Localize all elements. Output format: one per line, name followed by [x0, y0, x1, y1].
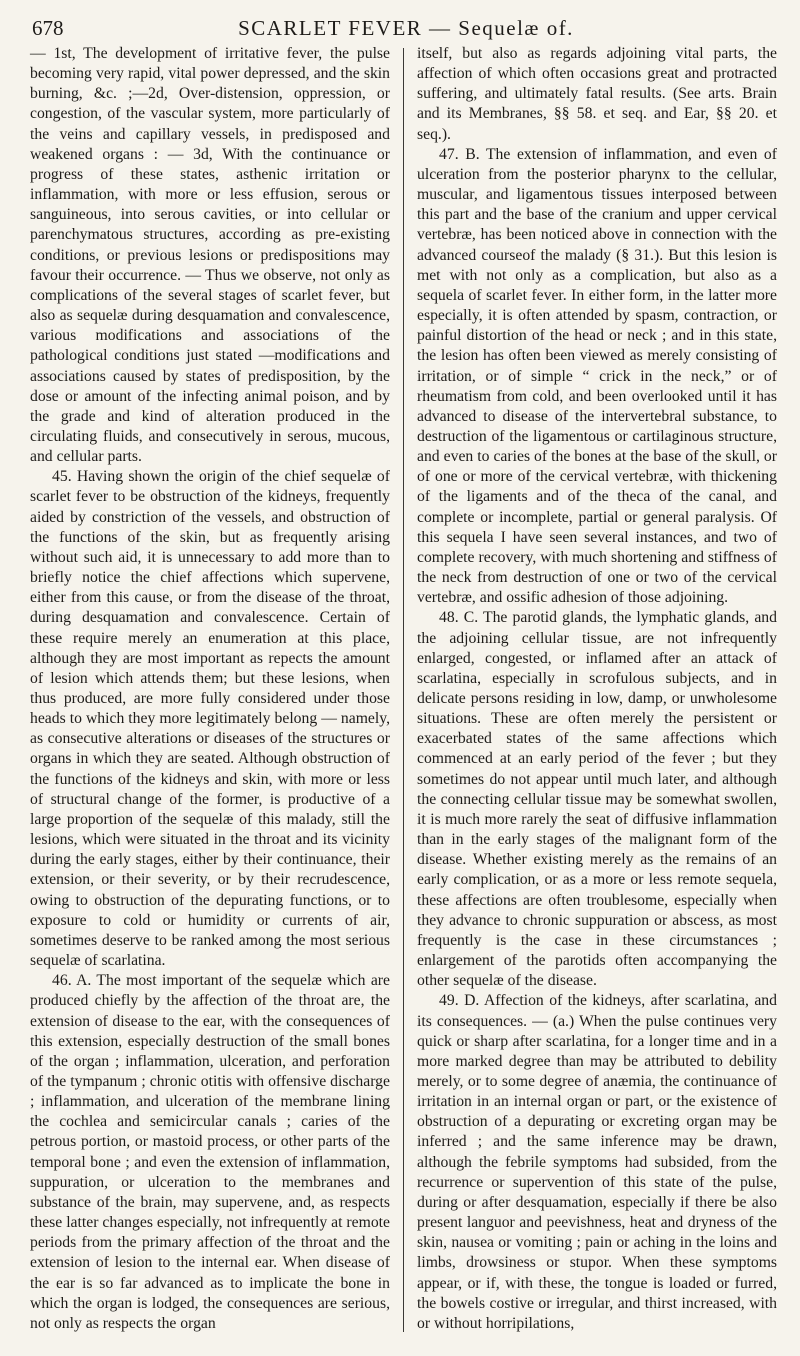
page-header: [30, 14, 782, 44]
two-column-body: [30, 44, 782, 1344]
paragraph-44-continued: — 1st, The development of irritative fever, the pulse becoming very rapid, vital power depressed, and the skin burning, &c. ;—2d, Over-distension, oppression, or congestion, of the vascular system, more particularly of the veins and capillary vessels, in predisposed and weakened organs : — 3d, With the continuance or progress of these states, asthenic irritation or inflammation, with more or less effusion, serous or sanguineous, into serous cavities, or into cellular or parenchymatous structures, according as pre-existing conditions, or previous lesions or predispositions may favour their occurrence. — Thus we observe, not only as complications of the several stages of scarlet fever, but also as sequelæ during desquamation and convalescence, various modifications and associations of the pathological conditions just stated —modifications and associations caused by states of predisposition, by the dose or amount of the infecting animal poison, and by the grade and kind of alteration produced in the circulating fluids, and consecutively in serous, mucous, and cellular parts.: [30, 45, 390, 466]
running-title: SCARLET FEVER — Sequelæ of.: [238, 16, 574, 40]
left-column: [30, 44, 390, 1344]
paragraph-46: 46. A. The most important of the sequelæ which are produced chiefly by the affection of the throat are, the extension of disease to the ear, with the consequences of this extension, especially destruction of the small bones of the organ ; inflammation, ulceration, and perforation of the tympanum ; chronic otitis with offensive discharge ; inflammation, and ulceration of the membrane lining the cochlea and semicircular canals ; caries of the petrous portion, or mastoid process, or other parts of the temporal bone ; and even the extension of inflammation, suppuration, or ulceration to the membranes and substance of the brain, may supervene, and, as respects these latter changes especially, not infrequently at remote periods from the primary affection of the throat and the extension of lesion to the internal ear. When disease of the ear is so far advanced as to implicate the bone in which the organ is lodged, the consequences are serious, not only as respects the organ: [30, 972, 390, 1332]
column-divider: [403, 48, 404, 1332]
paragraph-46-continued: itself, but also as regards adjoining vital parts, the affection of which often occasions great and protracted suffering, and ultimately fatal results. (See arts. Brain and its Membranes, §§ 58. et seq. and Ear, §§ 20. et seq.).: [417, 45, 777, 143]
paragraph-47: 47. B. The extension of inflammation, and even of ulceration from the posterior pharynx to the cellular, muscular, and ligamentous tissues interposed between this part and the base of the cranium and upper cervical vertebræ, has been noticed above in connection with the advanced courseof the malady (§ 31.). But this lesion is met with not only as a complication, but also as a sequela of scarlet fever. In either form, in the latter more especially, it is often attended by spasm, contraction, or painful distortion of the head or neck ; and in this state, the lesion has often been viewed as merely consisting of irritation, or of simple “ crick in the neck,” or of rheumatism from cold, and been overlooked until it has advanced to disease of the intervertebral substance, to destruction of the ligamentous or cartilaginous structure, and even to caries of the bones at the base of the skull, or of one or more of the cervical vertebræ, with thickening of the ligaments and of the theca of the canal, and complete or incomplete, partial or general paralysis. Of this sequela I have seen several instances, and two of complete recovery, with much shortening and stiffness of the neck from destruction of one or two of the cervical vertebræ, and ossific adhesion of those adjoining.: [417, 145, 777, 607]
page-number: 678: [32, 16, 64, 40]
paragraph-48: 48. C. The parotid glands, the lymphatic glands, and the adjoining cellular tissue, are not infrequently enlarged, congested, or inflamed after an attack of scarlatina, especially in scrofulous subjects, and in delicate persons residing in low, damp, or unwholesome situations. These are often merely the persistent or exacerbated states of the same affections which commenced at an early period of the fever ; but they sometimes do not appear until much later, and although the connecting cellular tissue may be somewhat swollen, it is much more rarely the seat of diffusive inflammation than in the early stages of the malignant form of the disease. Whether existing merely as the remains of an early complication, or as a more or less remote sequela, these affections are often troublesome, especially when they advance to chronic suppuration or abscess, as most frequently is the case in these circumstances ; enlargement of the parotids often accompanying the other sequelæ of the disease.: [417, 609, 777, 990]
paragraph-49: 49. D. Affection of the kidneys, after scarlatina, and its consequences. — (a.) When the pulse continues very quick or sharp after scarlatina, for a longer time and in a more marked degree than may be attributed to debility merely, or to some degree of anæmia, the continuance of irritation in an internal organ or part, or the existence of obstruction of a depurating or excreting organ may be inferred ; and the same inference may be drawn, although the febrile symptoms had subsided, from the recurrence or supervention of this state of the pulse, during or after desquamation, especially if there be also present languor and peevishness, heat and dryness of the skin, nausea or vomiting ; pain or aching in the loins and limbs, drowsiness or stupor. When these symptoms appear, or if, with these, the tongue is loaded or furred, the bowels costive or irregular, and thirst increased, with or without horripilations,: [417, 992, 777, 1332]
paragraph-45: 45. Having shown the origin of the chief sequelæ of scarlet fever to be obstruction of the kidneys, frequently aided by constriction of the vessels, and obstruction of the functions of the skin, but as frequently arising without such aid, it is unnecessary to add more than to briefly notice the chief affections which supervene, either from this cause, or from the disease of the throat, during desquamation and convalescence. Certain of these require merely an enumeration at this place, although they are most important as repects the amount of lesion which attends them; but these lesions, when thus produced, are more fully considered under those heads to which they more legitimately belong — namely, as consecutive alterations or diseases of the structures or organs in which they are seated. Although obstruction of the functions of the kidneys and skin, with more or less of structural change of the former, is productive of a large proportion of the sequelæ of this malady, still the lesions, which were situated in the throat and its vicinity during the early stages, either by their continuance, their extension, or their severity, or by their recrudescence, owing to obstruction of the depurating functions, or to exposure to cold or humidity or currents of air, sometimes deserve to be ranked among the most serious sequelæ of scarlatina.: [30, 468, 390, 970]
right-column: [417, 44, 777, 1344]
